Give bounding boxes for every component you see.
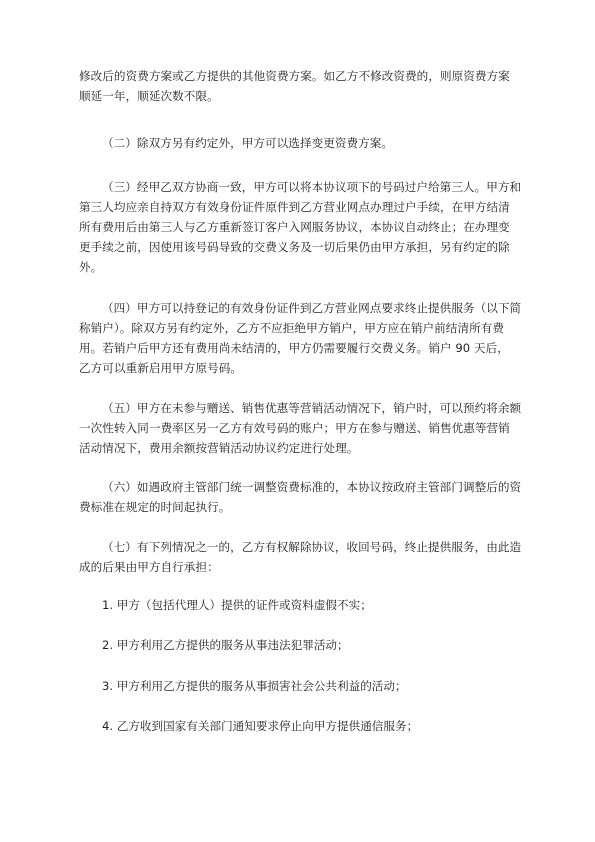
text-line: 成的后果由甲方自行承担： <box>79 560 219 574</box>
text-line: （四）甲方可以持登记的有效身份证件到乙方营业网点要求终止提供服务（以下简 <box>102 301 522 315</box>
text-line: 乙方可以重新启用甲方原号码。 <box>79 361 243 375</box>
paragraph-clause-4 <box>79 298 522 378</box>
text-line: （六）如遇政府主管部门统一调整资费标准的，本协议按政府主管部门调整后的资 <box>102 480 522 494</box>
list-item: 1. 甲方（包括代理人）提供的证件或资料虚假不实； <box>102 598 372 612</box>
text-line: （二）除双方另有约定外，甲方可以选择变更资费方案。 <box>102 136 394 150</box>
text-line: 顺延一年，顺延次数不限。 <box>79 89 219 103</box>
paragraph-tariff-continuation <box>79 66 519 106</box>
text-line: 外。 <box>79 260 103 274</box>
list-item: 3. 甲方利用乙方提供的服务从事损害社会公共利益的活动； <box>102 679 407 693</box>
text-line: 用。若销户后甲方还有费用尚未结清的，甲方仍需要履行交费义务。销户 90 天后， <box>79 341 509 355</box>
paragraph-clause-3 <box>79 177 522 277</box>
text-line: 一次性转入同一费率区另一乙方有效号码的账户；甲方在参与赠送、销售优惠等营销 <box>79 421 510 435</box>
text-line: 更手续之前，因使用该号码导致的交费义务及一切后果仍由甲方承担，另有约定的除 <box>79 240 510 254</box>
text-line: 费标准在规定的时间起执行。 <box>79 500 231 514</box>
paragraph-clause-2 <box>79 133 519 153</box>
text-line: 所有费用后由第三人与乙方重新签订客户入网服务协议，本协议自动终止；在办理变 <box>79 220 510 234</box>
text-line: （五）甲方在未参与赠送、销售优惠等营销活动情况下，销户时，可以预约将余额 <box>102 401 522 415</box>
text-line: 称销户）。除双方另有约定外，乙方不应拒绝甲方销户，甲方应在销户前结清所有费 <box>79 321 505 335</box>
list-item: 2. 甲方利用乙方提供的服务从事违法犯罪活动； <box>102 638 349 652</box>
text-line: （三）经甲乙双方协商一致，甲方可以将本协议项下的号码过户给第三人。甲方和 <box>102 180 522 194</box>
paragraph-clause-7 <box>79 537 522 577</box>
text-line: 第三人均应亲自持双方有效身份证件原件到乙方营业网点办理过户手续，在甲方结清 <box>79 200 510 214</box>
paragraph-clause-5 <box>79 398 522 458</box>
paragraph-clause-6 <box>79 477 522 517</box>
list-item: 4. 乙方收到国家有关部门通知要求停止向甲方提供通信服务； <box>102 719 419 733</box>
text-line: 活动情况下，费用余额按营销活动协议约定进行处理。 <box>79 441 359 455</box>
text-line: （七）有下列情况之一的，乙方有权解除协议，收回号码，终止提供服务，由此造 <box>102 540 522 554</box>
text-line: 修改后的资费方案或乙方提供的其他资费方案。如乙方不修改资费的，则原资费方案 <box>79 69 510 83</box>
